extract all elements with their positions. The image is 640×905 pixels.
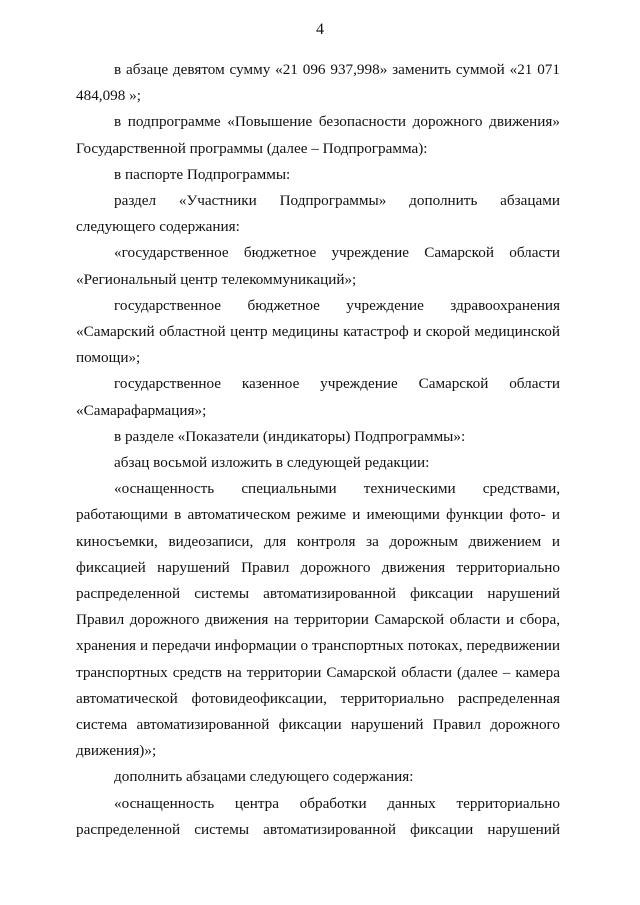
paragraph-data-center: «оснащенность центра обработки данных территориально распределенной системы автоматизированной фиксации нарушений — [76, 794, 560, 838]
paragraph-participant-telecom: «государственное бюджетное учреждение Самарской области «Региональный центр телекоммуникаций»; — [76, 244, 560, 288]
paragraph-passport: в паспорте Подпрограммы: — [114, 165, 291, 183]
document-body — [76, 57, 560, 843]
paragraph-participant-pharmacy: государственное казенное учреждение Самарской области «Самарафармация»; — [76, 375, 560, 419]
paragraph-subprogram-intro: в подпрограмме «Повышение безопасности дорожного движения» Государственной программы (далее – Подпрограмма): — [76, 113, 560, 157]
page-number: 4 — [316, 21, 324, 38]
paragraph-eighth-edition: абзац восьмой изложить в следующей редакции: — [114, 454, 430, 472]
paragraph-amount-replacement: в абзаце девятом сумму «21 096 937,998» заменить суммой «21 071 484,098 »; — [76, 61, 560, 105]
paragraph-participant-medicine: государственное бюджетное учреждение здравоохранения «Самарский областной центр медицины катастроф и скорой медицинской помощи»; — [76, 296, 560, 367]
paragraph-participants-section: раздел «Участники Подпрограммы» дополнить абзацами следующего содержания: — [76, 192, 560, 236]
paragraph-camera-definition: «оснащенность специальными техническими средствами, работающими в автоматическом режиме и имеющими функции фото- и киносъемки, видеозаписи, для контроля за дорожным движением и фиксацией нарушений Правил дорожного движения территориально распределенной системы автоматизированной фиксации нарушений Правил дорожного движения на территории Самарской области и сбора, хранения и передачи информации о транспортных потоках, передвижении транспортных средств на территории Самарской области (далее – камера автоматической фотовидеофиксации, территориально распределенная система автоматизированной фиксации нарушений Правил дорожного движения)»; — [76, 480, 560, 760]
paragraph-indicators-section: в разделе «Показатели (индикаторы) Подпрограммы»: — [114, 427, 466, 445]
paragraph-add-paragraphs: дополнить абзацами следующего содержания: — [114, 768, 414, 786]
